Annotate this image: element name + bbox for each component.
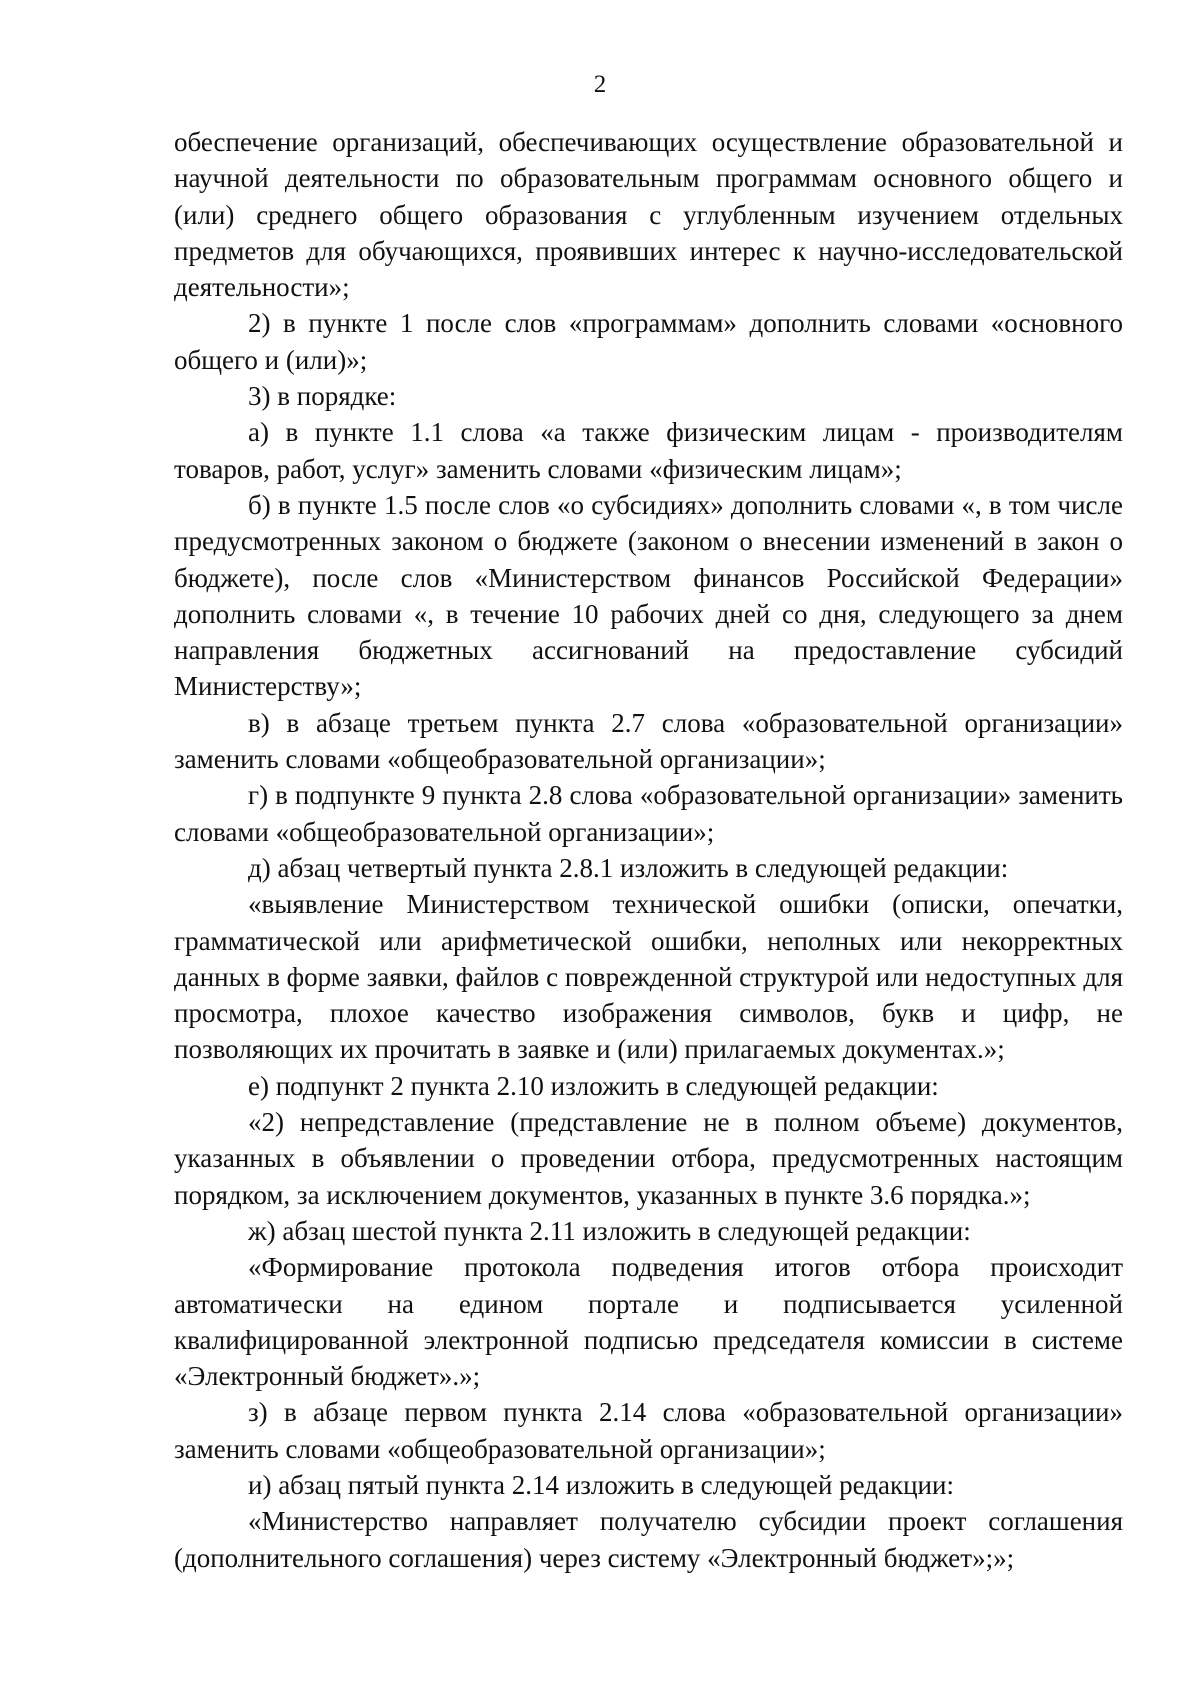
paragraph-quote-d: «выявление Министерством технической ошибки (описки, опечатки, грамматической или арифметической ошибки, неполных или некорректных данных в форме заявки, файлов с поврежденной структурой или недоступных для просмотра, плохое качество изображения символов, букв и цифр, не позволяющих их прочитать в заявке и (или) прилагаемых документах.»;	[174, 889, 1123, 1065]
paragraph-quote-e: «2) непредставление (представление не в полном объеме) документов, указанных в объявлении о проведении отбора, предусмотренных настоящим порядком, за исключением документов, указанных в пункте 3.6 порядка.»;	[174, 1107, 1123, 1210]
paragraph-quote-i: «Министерство направляет получателю субсидии проект соглашения (дополнительного соглашения) через систему «Электронный бюджет»;»;	[174, 1506, 1123, 1573]
paragraph-item-a: а) в пункте 1.1 слова «а также физическим лицам - производителям товаров, работ, услуг» заменить словами «физическим лицам»;	[174, 417, 1123, 484]
paragraph-intro-continuation: обеспечение организаций, обеспечивающих осуществление образовательной и научной деятельности по образовательным программам основного общего и (или) среднего общего образования с углубленным изучением отдельных предметов для обучающихся, проявивших интерес к научно-исследовательской деятельности»;	[174, 127, 1123, 303]
paragraph-item-2: 2) в пункте 1 после слов «программам» дополнить словами «основного общего и (или)»;	[174, 308, 1123, 375]
page-number: 2	[593, 71, 607, 98]
paragraph-quote-zh: «Формирование протокола подведения итогов отбора происходит автоматически на едином портале и подписывается усиленной квалифицированной электронной подписью председателя комиссии в системе «Электронный бюджет».»;	[174, 1252, 1123, 1392]
paragraph-item-3: 3) в порядке:	[248, 381, 397, 412]
paragraph-item-i: и) абзац пятый пункта 2.14 изложить в следующей редакции:	[248, 1469, 954, 1500]
paragraph-item-b: б) в пункте 1.5 после слов «о субсидиях» дополнить словами «, в том числе предусмотренных законом о бюджете (законом о внесении изменений в закон о бюджете), после слов «Министерством финансов Российской Федерации» дополнить словами «, в течение 10 рабочих дней со дня, следующего за днем направления бюджетных ассигнований на предоставление субсидий Министерству»;	[174, 489, 1123, 702]
paragraph-item-e: е) подпункт 2 пункта 2.10 изложить в следующей редакции:	[248, 1070, 939, 1101]
paragraph-item-d: д) абзац четвертый пункта 2.8.1 изложить в следующей редакции:	[248, 852, 1009, 883]
document-body	[174, 124, 1123, 1576]
paragraph-item-g: г) в подпункте 9 пункта 2.8 слова «образовательной организации» заменить словами «общеобразовательной организации»;	[174, 780, 1123, 847]
paragraph-item-v: в) в абзаце третьем пункта 2.7 слова «образовательной организации» заменить словами «общеобразовательной организации»;	[174, 707, 1123, 775]
paragraph-item-zh: ж) абзац шестой пункта 2.11 изложить в следующей редакции:	[248, 1215, 971, 1246]
paragraph-item-z: з) в абзаце первом пункта 2.14 слова «образовательной организации» заменить словами «общеобразовательной организации»;	[174, 1397, 1123, 1464]
